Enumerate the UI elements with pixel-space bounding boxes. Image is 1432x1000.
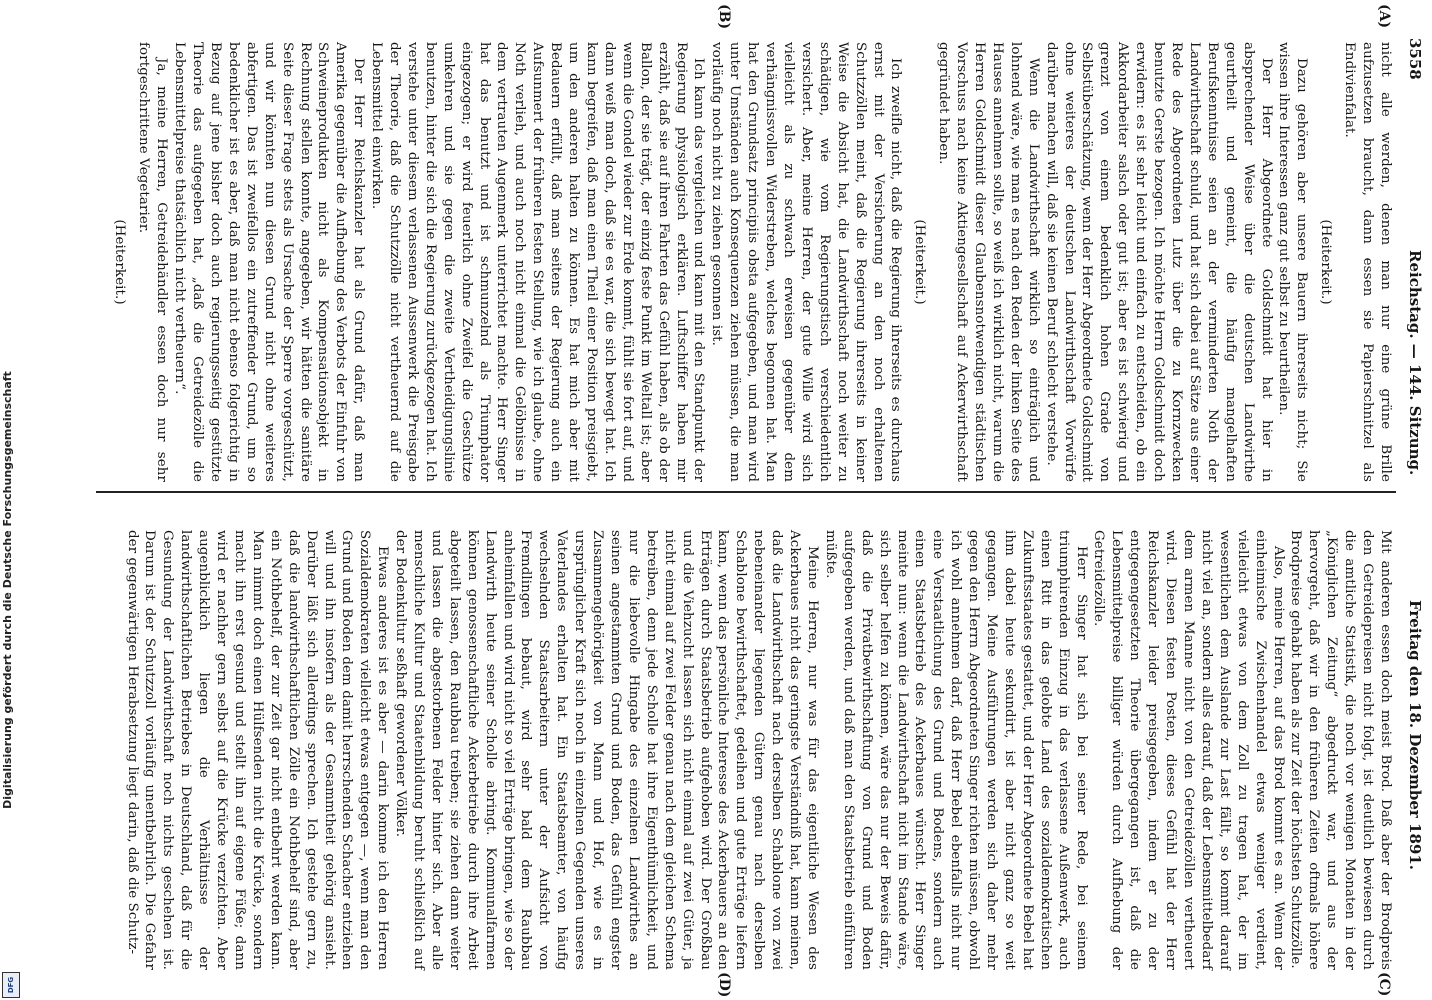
- digitization-credit: [1, 200, 19, 980]
- margin-marker-a: (A): [1376, 4, 1392, 29]
- paragraph: Wenn die Landwirthschaft wirklich so einträglich und lohnend wäre, wie man es nach den Reden der linken Seite des Hauses annehmen sollte, so weiß ich wirklich nicht, warum die Herren Goldschmidt dieser Glaubensnotwendigen städtischen Vorschuss nach keine Aktiengesellschaft auf Ackerwirthschaft gegründet haben.: [936, 42, 1041, 482]
- dfg-logo: [2, 972, 20, 998]
- column-divider: [96, 491, 1396, 493]
- right-column: [123, 530, 1394, 970]
- paragraph: Ja, meine Herren, Getreidehändler essen doch nur sehr fortgeschrittene Vegetarier.: [136, 42, 170, 482]
- paragraph: Ich zweifle nicht, daß die Regierung ihrerseits es durchaus ernst mit der Versicherung an den noch erhaltenen Schutzzöllen meint, daß die Regierung ihrerseits in keiner Weise die Absicht hat, die Landwirthschaft noch weiter zu schädigen, wie vom Regierungstisch verschiedentlich versichert. Aber, meine Herren, der gute Wille wird sich vielleicht als zu schwach erweisen gegenüber dem verhängnissvollen Widerstreben, welches begonnen hat. Man hat den Grundsatz principiis obsta aufgegeben, und man wird unter Umständen auch Konsequenzen ziehen müssen, die man vorläufig noch nicht zu ziehen gesonnen ist.: [709, 42, 904, 482]
- paragraph: Meine Herren, nur was für das eigentliche Wesen des Ackerbaues nicht das geringste Verständniß hat, kann meinen, daß die Landwirthschaft nach derselben Schablone von zwei nebeneinander liegenden Gütern genau nach derselben Schablone bewirthschaftet, gedeihen und gute Erträge liefern kann, wenn das persönliche Interesse des Ackerbauers an den Erträgen durch Staatsbetrieb aufgehoben wird. Der Großbau und die Viehzucht lassen sich nicht einmal auf zwei Güter, ja nicht einmal auf zwei Felder genau nach dem gleichen Schema betreiben, denn jede Scholle hat ihre Eigenthümlichkeit, und nur die liebevolle Hingabe des einzelnen Landwirthes an seinen angestammten Grund und Boden, das Gefühl engster Zusammengehörigkeit von Mann und Hof, wie es in ursprünglicher Kraft sich noch in einzelnen Gegenden unseres Vaterlandes erhalten hat. Ein Staatsbeamter, von häufig wechselnden Staatsarbeitern unter der Aufsicht von Fremdlingen bebaut, wird sehr bald dem Raubbau anheimfallen und wird nicht so viel Erträge bringen, wie so der Landwirth heute seiner Scholle abringt. Kommunalfarmen können genossenschaftliche Ackerbetriebe durch ihre Arbeit abgeteilt lassen, den Raubbau treiben; sie ziehen dann weiter und lassen die abgestorbenen Felder hinter sich. Aber alle menschliche Kultur und Staatenbildung beruht schließlich auf der Bodenkultur seßhaft gewordener Völker.: [393, 530, 820, 970]
- left-column: [105, 42, 1394, 482]
- paragraph: Der Herr Reichskanzler hat als Grund dafür, daß man Amerika gegenüber die Aufhebung des Verbots der Einfuhr von Schweineprodukten nicht als Kompensationsobjekt in Rechnung stellen konnte, angegeben, wir hätten die sanitäre Seite dieser Frage stets als Ursache der Sperre vorgeschützt, und wir könnten nun diesen Grund nicht ohne weiteres abfertigen. Das ist zweifellos ein zutreffender Grund, um so bedenklicher ist es aber, daß man nicht ebenso folgerichtig in Bezug auf jene bisher doch auch regierungsseitig gestützte Theorie das aufgegeben hat, „daß die Getreidezölle die Lebensmittelpreise thatsächlich nicht vertheuern“.: [172, 42, 367, 482]
- dfg-logo-text: DFG: [7, 976, 15, 994]
- paragraph: nicht alle werden, denen man nur eine grüne Brille aufzusetzen braucht, dann essen sie Papierschnitzel als Endivienfalat.: [1342, 42, 1393, 482]
- paragraph: Etwas anderes ist es aber — darin komme ich den Herren Sozialdemokraten vielleicht etwas entgegen —, wenn man den Grund und Boden dem damit herrschenden Schacher entziehen will und ihn insofern als der Gesammtheit gehörig ansieht. Darüber läßt sich allerdings sprechen. Ich gestehe gern zu, daß die landwirthschaftlichen Zölle ein Nothbehelf sind, aber ein Nothbehelf, der zur Zeit gar nicht entbehrt werden kann. Man nimmt doch einen Hülfsenden nicht die Krücke, sondern macht ihn erst gesund und stellt ihn auf eigene Füße; dann wird er nachher gern selbst auf die Krücke verzichten. Aber augenblicklich liegen die Verhältnisse der landwirthschaftlichen Betriebes in Deutschland, daß für die Gesundung der Landwirthschaft noch nichts geschehen ist. Darum ist der Schutzzoll vorläufig unentbehrlich. Die Gefahr der gegenwärtigen Herabsetzung liegt darin, daß die Schutz-: [124, 530, 391, 970]
- interjection: (Heiterkeit.): [1318, 219, 1334, 305]
- session-title: Reichstag. — 144. Sitzung.: [1406, 250, 1424, 476]
- session-date: Freitag den 18. Dezember 1891.: [1406, 600, 1424, 870]
- interjection: (Heiterkeit.): [112, 219, 128, 305]
- margin-marker-d: (D): [716, 972, 732, 998]
- digitization-credit-text: Digitalisierung gefördert durch die Deutsche Forschungsgemeinschaft: [1, 371, 14, 809]
- paragraph: Der Herr Abgeordnete Goldschmidt hat hier in absprechender Weise über die deutschen Landwirthe geurtheilt und gemeint, die häufig mangelhaften Berufskenntnisse seien an der verminderten Noth der Landwirthschaft schuld, und hat sich dabei auf Sätze aus einer Rede des Abgeordneten Lutz über die zu Kornzwecken benutzte Gerste bezogen. Ich möchte Herrn Goldschmidt doch erwidern: es ist sehr leicht und einfach zu entscheiden, ob ein Akkordarbeiter salsch oder gut ist; aber es ist schwierig und grenzt von einem bedenklich hohen Grade von Selbstüberschätzung, wenn der Herr Abgeordnete Goldschmidt ohne weiteres der deutschen Landwirthschaft Vorwürfe darüber machen will, daß sie keinen Beruf schlecht verstehe.: [1043, 42, 1274, 482]
- margin-marker-c: (C): [1376, 972, 1392, 997]
- rotated-page: [60, 0, 1432, 1000]
- page-header: [1398, 0, 1424, 1000]
- paragraph: Also, meine Herren, auf das Brod kommt es an. Wenn der einheimische Zwischenhandel etwas weniger verdient, vielleicht etwas von dem Zoll zu tragen hat, der im wesentlichen dem Auslande zur Last fällt, so kommt darauf nicht viel an, sondern alles darauf, daß der Lebensmittelbedarf dem armen Manne nicht von den Getreidezöllen vertheuert wird. Diesen festen Posten, dieses Gefühl hat der Herr Reichskanzler leider preisgegeben, indem er zu der entgegengesetzten Theorie übergegangen ist, daß die Lebensmittelpreise billiger würden durch Aufhebung der Getreidezölle.: [1091, 530, 1286, 970]
- paragraph: Dazu gehören aber unsere Bauern ihrerseits nicht; Sie wissen ihre Interessen ganz gut selbst zu beurtheilen.: [1276, 42, 1310, 482]
- interjection: (Heiterkeit.): [912, 219, 928, 305]
- paragraph: Herr Singer hat sich bei seiner Rede, bei seinem triumphirenden Einzug in das verlassene Außenwerk, auch einen Ritt in das gelobte Land des sozialdemokratischen Zukunftsstaates gestattet, und der Herr Abgeordnete Bebel hat ihm dabei heute sekundirt, ist aber nicht ganz so weit gegangen. Meine Ausführungen werden sich daher mehr gegen den Herrn Abgeordneten Singer richten müssen, obwohl ich wohl annehmen darf, daß Herr Bebel ebenfalls nicht nur eine Verstaatlichung des Grund und Bodens, sondern auch einen Staatsbetrieb des Ackerbaues wünscht. Herr Singer meinte nun: wenn die Landwirthschaft nicht im Stande wäre, sich selber helfen zu können, wäre das nur der Beweis dafür, daß die Privatbewirthschaftung von Grund und Boden aufgegeben werden, und daß man den Staatsbetrieb einführen müßte.: [822, 530, 1089, 970]
- margin-marker-b: (B): [716, 4, 732, 30]
- paragraph: Ich kann das vergleichen und kann mit den Standpunkt der Regierung physiologisch erklären. Luftschiffer haben mir erzählt, daß sie auf ihren Fahrten das Gefühl haben, als ob der Ballon, der sie trägt, der einzig feste Punkt im Weltall ist; aber wenn die Gondel wieder zur Erde kommt, fühlt sie fort auf, und dann weiß man doch, daß sie es war, die sich bewegt hat. Ich kann begreifen, daß man einen Theil einer Position preisgiebt, um den anderen halten zu können. Es hat mich aber mit Bedauern erfüllt, daß man seitens der Regierung auch ein Aufsunmert der früheren festen Stellung, wie ich glaube, ohne Noth verlieh, und auch noch nicht einmal die Gelöbnisse in dem vertrauten Augenmerk unterrichtet machte. Herr Singer hat das benutzt und ist schmunzelnd als Triumphator eingezogen; er wird feuerlich ohne Zweifel die Geschütze umkehren und sie gegen die zweite Vertheidigungslinie benutzen, hinter die sich die Regierung zurückgezogen hat. Ich verstehe unter diesem verlassenen Aussenwerk die Preisgabe der Theorie, daß die Schutzzölle nicht vertheuernd auf die Lebensmittel einwirken.: [369, 42, 707, 482]
- page-number: 3558: [1406, 38, 1424, 80]
- paragraph: Mit anderen essen doch meist Brod. Daß aber der Brodpreis den Getreidepreisen nicht folgt, ist deutlich bewiesen durch die amtliche Statistik, die noch vor wenigen Monaten in der „Königlichen Zeitung“ abgedruckt war, und aus der hervorgeht, daß wir in den früheren Zeiten oftmals höhere Brodpreise gehabt haben als zur Zeit der höchsten Schutzzölle.: [1288, 530, 1393, 970]
